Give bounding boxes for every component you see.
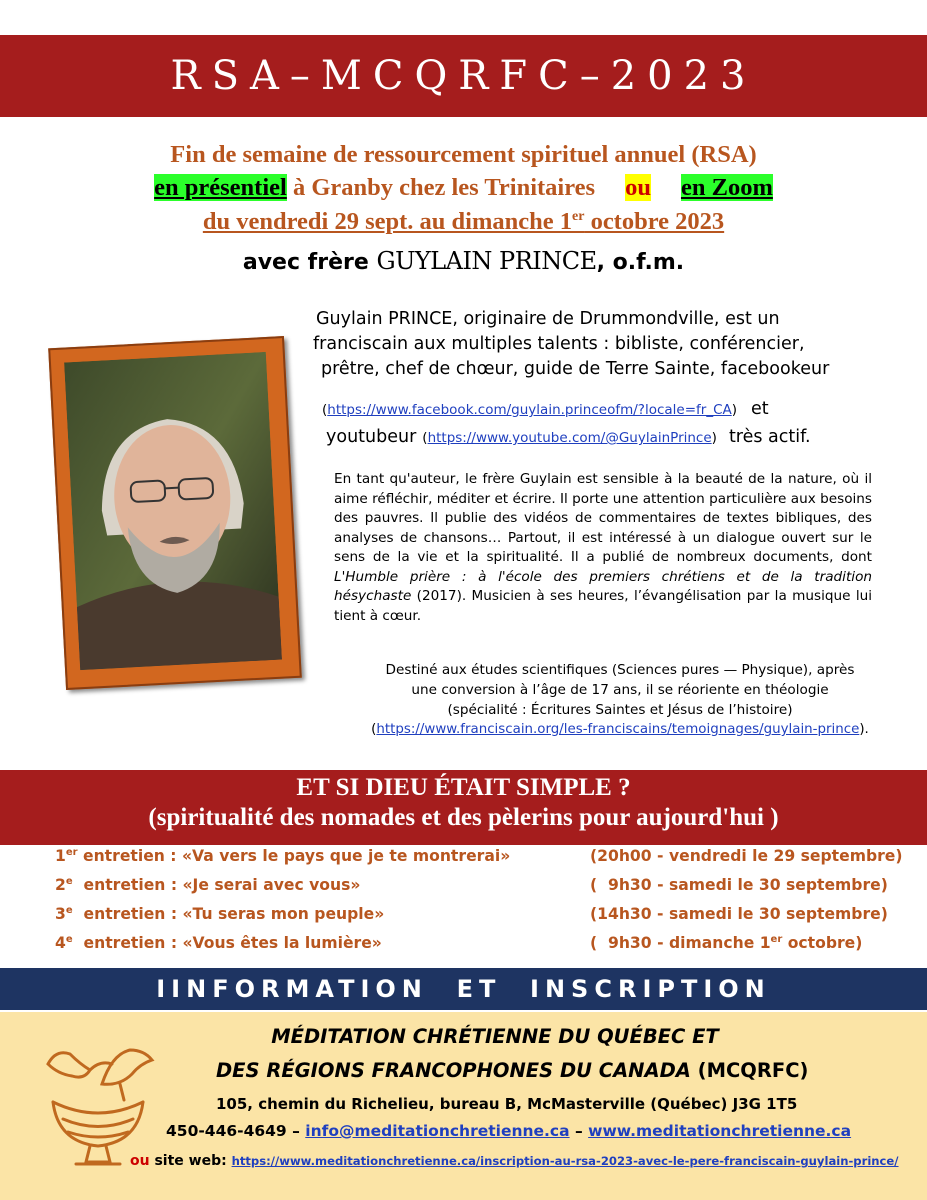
event-subtitle — [0, 141, 927, 169]
bio-studies — [340, 660, 900, 740]
bio-para-end: (2017). Musicien à ses heures, l’évangélisation par la musique lui tient à cœur. — [334, 588, 872, 624]
speaker-name: GUYLAIN PRINCE — [376, 247, 597, 275]
speaker-prefix: avec frère — [242, 250, 377, 275]
speaker-photo — [64, 352, 282, 670]
studies-close-paren: ). — [859, 722, 869, 737]
entretien-row — [55, 905, 915, 934]
book-title: L'Humble prière : à l'école des premiers chrétiens et de la tradition hésychaste — [334, 568, 872, 604]
entretien-title: 3e entretien : «Tu seras mon peuple» — [55, 905, 385, 924]
zoom-label: en Zoom — [680, 174, 773, 201]
in-person-label: en présentiel — [154, 174, 287, 201]
entretien-time: (20h00 - vendredi le 29 septembre) — [590, 847, 903, 865]
portrait-illustration — [64, 352, 282, 670]
speaker-suffix: , o.f.m. — [596, 250, 685, 275]
site-web-line — [130, 1153, 920, 1169]
yt-close-paren: ) — [711, 430, 717, 446]
fb-after-text: et — [751, 399, 769, 419]
theme-banner — [0, 770, 927, 845]
dates-sup: er — [572, 208, 585, 224]
info-banner-text: IINFORMATION ET INSCRIPTION — [156, 975, 771, 1003]
youtube-link[interactable]: https://www.youtube.com/@GuylainPrince — [427, 430, 712, 446]
entretien-row — [55, 847, 915, 876]
yt-after-text: très actif. — [728, 427, 811, 447]
org-name-2: DES RÉGIONS FRANCOPHONES DU CANADA — [216, 1059, 691, 1082]
or-text: ou — [130, 1153, 150, 1169]
yt-open-paren: ( — [422, 430, 428, 446]
site-label: site web: — [149, 1153, 232, 1169]
studies-open-paren: ( — [371, 722, 377, 737]
dash-1: – — [286, 1122, 306, 1140]
event-mode-line — [0, 174, 927, 202]
event-dates — [0, 208, 927, 236]
youtube-line — [326, 427, 926, 447]
info-banner — [0, 968, 927, 1010]
org-address: 105, chemin du Richelieu, bureau B, McMasterville (Québec) J3G 1T5 — [216, 1095, 798, 1113]
org-abbr: (MCQRFC) — [690, 1059, 809, 1082]
dates-end: octobre 2023 — [584, 208, 725, 235]
entretien-time: ( 9h30 - samedi le 30 septembre) — [590, 876, 888, 894]
bio-para-text: En tant qu'auteur, le frère Guylain est sensible à la beauté de la nature, où il aime réfléchir, méditer et écrire. Il porte une attention particulière aux besoins des pauvres. Il publie des vidéos de commentaires de textes bibliques, des analyses de chansons… Partout, il est intéressé à un dialogue ouvert sur le sens de la vie et la spiritualité. Il a publié de nombreux documents, dont — [334, 471, 872, 565]
entretien-title: 2e entretien : «Je serai avec vous» — [55, 876, 361, 895]
entretiens-list — [55, 847, 915, 963]
dove-bowl-logo-icon — [28, 1024, 168, 1174]
bio-line-3: prêtre, chef de chœur, guide de Terre Sainte, facebookeur — [321, 359, 830, 379]
dates-start: du vendredi 29 sept. au dimanche 1 — [202, 208, 572, 235]
bio-paragraph — [334, 470, 872, 626]
yt-before-text: youtubeur — [326, 427, 417, 447]
location-text: à Granby chez les Trinitaires — [286, 174, 596, 201]
entretien-time: ( 9h30 - dimanche 1er octobre) — [590, 934, 863, 953]
facebook-link[interactable]: https://www.facebook.com/guylain.princeofm/?locale=fr_CA — [327, 402, 732, 418]
fb-close-paren: ) — [731, 402, 738, 418]
facebook-line — [322, 399, 922, 419]
franciscain-link[interactable]: https://www.franciscain.org/les-franciscains/temoignages/guylain-prince — [376, 722, 860, 737]
bio-intro — [313, 307, 916, 382]
title-banner — [0, 35, 927, 117]
or-label: ou — [625, 174, 651, 201]
entretien-title: 1er entretien : «Va vers le pays que je te montrerai» — [55, 847, 511, 866]
registration-link[interactable]: https://www.meditationchretienne.ca/inscription-au-rsa-2023-avec-le-pere-franciscain-guylain-prince/ — [231, 1154, 899, 1168]
entretien-time: (14h30 - samedi le 30 septembre) — [590, 905, 888, 923]
event-description: Fin de semaine de ressourcement spirituel annuel (RSA) — [170, 141, 757, 168]
entretien-row — [55, 876, 915, 905]
fb-open-paren: ( — [322, 402, 328, 418]
website-link[interactable]: www.meditationchretienne.ca — [588, 1122, 852, 1140]
speaker-line — [0, 247, 927, 275]
contact-line — [166, 1122, 906, 1140]
entretien-title: 4e entretien : «Vous êtes la lumière» — [55, 934, 382, 953]
phone-number: 450-446-4649 — [166, 1122, 287, 1140]
dash-2: – — [569, 1122, 589, 1140]
entretien-row — [55, 934, 915, 963]
studies-line-3: (spécialité : Écritures Saintes et Jésus de l’histoire) — [447, 702, 793, 718]
theme-subtitle: (spiritualité des nomades et des pèlerins pour aujourd'hui ) — [148, 804, 779, 831]
page-title: RSA–MCQRFC–2023 — [170, 53, 757, 99]
footer — [0, 1012, 927, 1200]
email-link[interactable]: info@meditationchretienne.ca — [305, 1122, 570, 1140]
studies-line-1: Destiné aux études scientifiques (Sciences pures — Physique), après — [385, 662, 855, 678]
studies-line-2: une conversion à l’âge de 17 ans, il se réoriente en théologie — [411, 682, 829, 698]
theme-title: ET SI DIEU ÉTAIT SIMPLE ? — [296, 774, 631, 801]
org-name-line-1: MÉDITATION CHRÉTIENNE DU QUÉBEC ET — [271, 1025, 719, 1048]
bio-line-2: franciscain aux multiples talents : bibliste, conférencier, — [313, 334, 805, 354]
bio-line-1: Guylain PRINCE, originaire de Drummondville, est un — [316, 309, 780, 329]
org-name-line-2 — [216, 1059, 896, 1082]
